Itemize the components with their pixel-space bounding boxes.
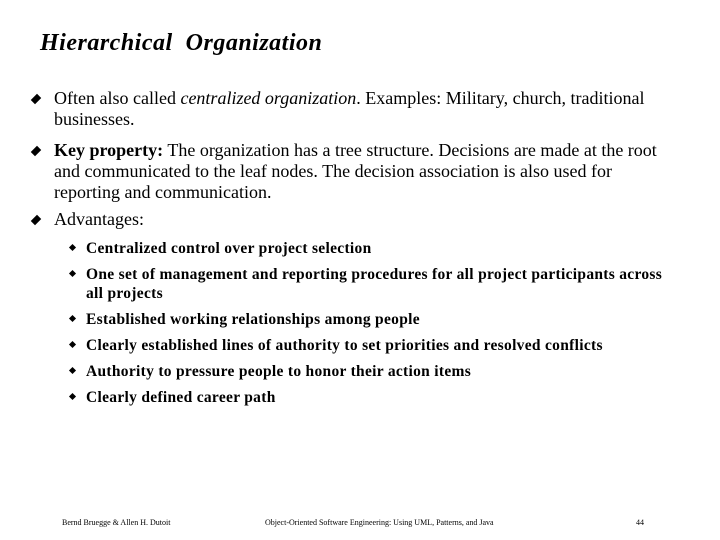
diamond-bullet-icon [69, 393, 76, 400]
emphasis-text: centralized organization [180, 88, 357, 108]
diamond-bullet-icon [31, 94, 41, 104]
bullet-item [54, 140, 674, 203]
sub-bullet-text: Clearly established lines of authority to set priorities and resolved conflicts [86, 337, 603, 354]
sub-bullet-text: Established working relationships among people [86, 311, 420, 328]
footer-authors: Bernd Bruegge & Allen H. Dutoit [62, 518, 171, 527]
sub-bullet-item [86, 239, 676, 258]
bullet-text: Advantages: [54, 209, 144, 229]
bold-label: Key property: [54, 140, 164, 160]
bullet-item [54, 88, 674, 130]
page-number: 44 [636, 518, 644, 527]
diamond-bullet-icon [69, 270, 76, 277]
bullet-text: . Examples: Military, church, traditional businesses. [54, 88, 645, 129]
diamond-bullet-icon [69, 244, 76, 251]
diamond-bullet-icon [31, 146, 41, 156]
sub-bullet-text: One set of management and reporting procedures for all project participants across all projects [86, 266, 663, 302]
sub-bullet-text: Authority to pressure people to honor their action items [86, 363, 472, 380]
bullet-item [54, 209, 674, 230]
diamond-bullet-icon [69, 315, 76, 322]
sub-bullet-item [86, 388, 676, 407]
bullet-text: Often also called [54, 88, 181, 108]
sub-bullet-text: Centralized control over project selection [86, 240, 372, 257]
sub-bullet-text: Clearly defined career path [86, 389, 276, 406]
footer-book-title: Object-Oriented Software Engineering: Using UML, Patterns, and Java [265, 518, 494, 527]
bullet-text: The organization has a tree structure. Decisions are made at the root and communicated to the leaf nodes. The decision association is also used for reporting and communication. [54, 140, 657, 202]
diamond-bullet-icon [69, 367, 76, 374]
sub-bullet-item [86, 265, 676, 303]
slide-title: Hierarchical Organization [40, 30, 323, 56]
sub-bullet-item [86, 310, 676, 329]
diamond-bullet-icon [31, 215, 41, 225]
sub-bullet-item [86, 336, 676, 355]
diamond-bullet-icon [69, 341, 76, 348]
sub-bullet-item [86, 362, 676, 381]
